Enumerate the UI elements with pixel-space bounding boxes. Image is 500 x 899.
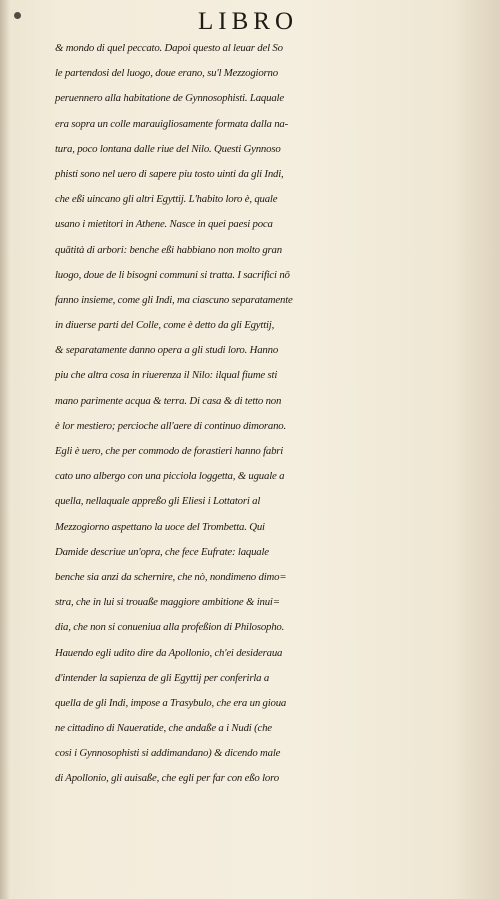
- text-line: di Apollonio, gli auisaße, che egli per far con eßo loro: [55, 772, 279, 785]
- text-line: stra, che in lui si trouaße maggiore ambitione & inui=: [55, 596, 280, 609]
- text-line: ne cittadino di Naueratide, che andaße a i Nudi (che: [55, 722, 272, 735]
- text-line: & mondo di quel peccato. Dapoi questo al leuar del So: [55, 42, 283, 54]
- text-line: peruennero alla habitatione de Gynnosophisti. Laquale: [55, 92, 284, 105]
- text-line: in diuerse parti del Colle, come è detto da gli Egyttij,: [55, 319, 275, 332]
- body-text: [55, 36, 495, 792]
- running-head-title: LIBRO: [198, 8, 298, 35]
- text-line: usano i mietitori in Athene. Nasce in quei paesi poca: [55, 218, 273, 231]
- text-line: luogo, doue de li bisogni communi si tratta. I sacrifici nō: [55, 268, 290, 281]
- text-line: tura, poco lontana dalle riue del Nilo. Questi Gynnoso: [55, 142, 281, 155]
- text-line: Egli è uero, che per commodo de forastieri hanno fabri: [55, 445, 284, 457]
- text-line: cosi i Gynnosophisti si addimandano) & dicendo male: [55, 747, 281, 760]
- text-line: è lor mestiero; percioche all'aere di continuo dimorano.: [55, 419, 286, 432]
- text-line: dia, che non si conueniua alla profeßion di Philosopho.: [55, 621, 285, 634]
- text-line: piu che altra cosa in riuerenza il Nilo: ilqual fiume sti: [55, 369, 278, 382]
- text-line: benche sia anzi da schernire, che nò, nondimeno dimo=: [55, 570, 287, 583]
- gutter-shadow: [0, 0, 10, 899]
- text-line: Mezzogiorno aspettano la uoce del Trombetta. Qui: [55, 520, 265, 533]
- text-line: & separatamente danno opera a gli studi loro. Hanno: [55, 344, 279, 357]
- text-line: d'intender la sapienza de gli Egyttij per conferirla a: [55, 671, 270, 684]
- text-line: quella de gli Indi, impose a Trasybulo, che era un gioua: [55, 696, 287, 709]
- text-line: mano parimente acqua & terra. Di casa & di tetto non: [55, 394, 282, 407]
- ink-dot: [14, 12, 21, 19]
- text-line: Damide descriue un'opra, che fece Eufrate: laquale: [55, 545, 269, 558]
- text-line: phisti sono nel uero di sapere piu tosto uinti da gli Indi,: [55, 167, 284, 180]
- text-line: le partendosi del luogo, doue erano, su'l Mezzogiorno: [55, 67, 278, 80]
- running-head: [0, 6, 500, 36]
- text-line: che eßi uincano gli altri Egyttij. L'habito loro è, quale: [55, 193, 278, 206]
- text-line: fanno insieme, come gli Indi, ma ciascuno separatamente: [55, 293, 293, 306]
- text-line: quella, nellaquale appreßo gli Eliesi i Lottatori al: [55, 495, 261, 508]
- text-line: era sopra un colle marauigliosamente formata dalla na-: [55, 117, 289, 130]
- text-line: cato uno albergo con una picciola loggetta, & uguale a: [55, 470, 285, 483]
- text-line: quātità di arbori: benche eßi habbiano non molto gran: [55, 243, 282, 256]
- text-line: Hauendo egli udito dire da Apollonio, ch'ei desideraua: [55, 646, 283, 659]
